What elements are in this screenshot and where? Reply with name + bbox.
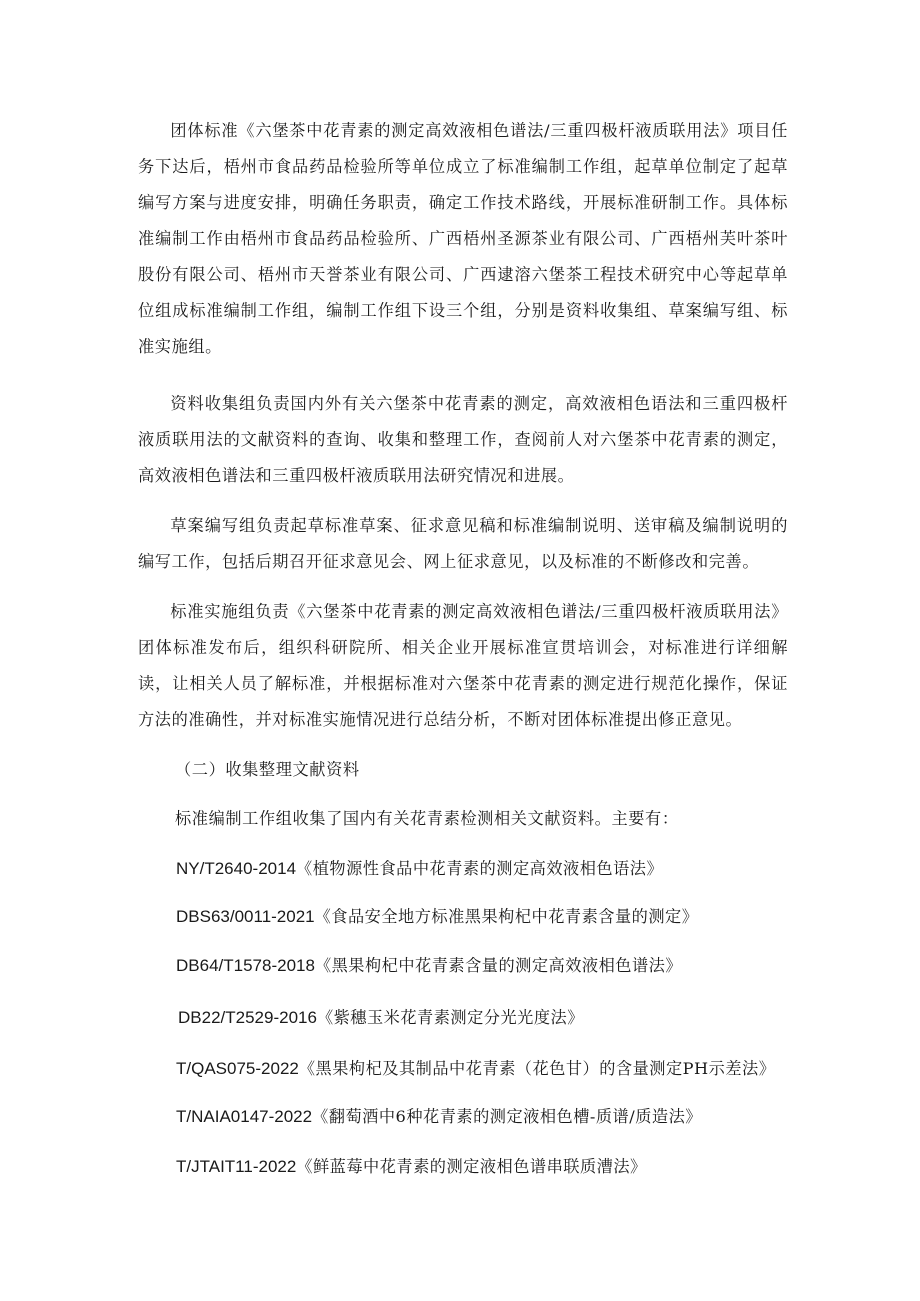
reference-title: 《紫穗玉米花青素测定分光光度法》 (316, 1008, 584, 1027)
section-intro: 标准编制工作组收集了国内有关花青素检测相关文献资料。主要有： (175, 809, 679, 828)
reference-item (176, 851, 663, 887)
reference-code: NY/T2640-2014 (176, 859, 297, 878)
reference-code: DBS63/0011-2021 (176, 907, 315, 926)
reference-code: DB64/T1578-2018 (176, 956, 315, 975)
reference-title: 《植物源性食品中花青素的测定高效液相色语法》 (296, 859, 664, 878)
reference-code: DB22/T2529-2016 (178, 1008, 317, 1027)
reference-title: 《食品安全地方标准黑果枸杞中花青素含量的测定》 (314, 907, 699, 926)
section-heading: （二）收集整理文献资料 (175, 760, 360, 779)
paragraph-draft-writing-group: 草案编写组负责起草标准草案、征求意见稿和标准编制说明、送审稿及编制说明的编写工作，包括后期召开征求意见会、网上征求意见，以及标准的不断修改和完善。 (138, 516, 788, 571)
reference-code: T/NAIA0147-2022 (176, 1107, 313, 1126)
reference-title: 《黑果枸杞中花青素含量的测定高效液相色谱法》 (314, 956, 683, 975)
reference-item (178, 1000, 584, 1036)
reference-code: T/QAS075-2022 (176, 1059, 299, 1078)
paragraph-drafting-group: 团体标准《六堡茶中花青素的测定高效液相色谱法/三重四极杆液质联用法》项目任务下达后，梧州市食品药品检验所等单位成立了标准编制工作组，起草单位制定了起草编写方案与进度安排，明确任务职责，确定工作技术路线，开展标准研制工作。具体标准编制工作由梧州市食品药品检验所、广西梧州圣源茶业有限公司、广西梧州芙叶茶叶股份有限公司、梧州市天誉茶业有限公司、广西逮溶六堡茶工程技术研究中心等起草单位组成标准编制工作组，编制工作组下设三个组，分别是资料收集组、草案编写组、标准实施组。 (138, 121, 788, 356)
reference-item (176, 899, 698, 935)
reference-item (176, 1149, 647, 1185)
reference-item (176, 1051, 775, 1087)
reference-item (176, 1099, 702, 1135)
reference-title: 《黑果枸杞及其制品中花青素（花色甘）的含量测定PH示差法》 (298, 1059, 776, 1078)
reference-title: 《翻萄酒中6种花青素的测定液相色槽-质谱/质造法》 (312, 1107, 702, 1126)
paragraph-implementation-group: 标准实施组负责《六堡茶中花青素的测定高效液相色谱法/三重四极杆液质联用法》团体标准发布后，组织科研院所、相关企业开展标准宣贯培训会，对标准进行详细解读，让相关人员了解标准，并根据标准对六堡茶中花青素的测定进行规范化操作，保证方法的准确性，并对标准实施情况进行总结分析，不断对团体标准提出修正意见。 (138, 602, 788, 729)
paragraph-data-collection-group: 资料收集组负责国内外有关六堡茶中花青素的测定，高效液相色语法和三重四极杆液质联用法的文献资料的查询、收集和整理工作，查阅前人对六堡茶中花青素的测定，高效液相色谱法和三重四极杆液质联用法研究情况和进展。 (138, 394, 788, 485)
reference-title: 《鲜蓝莓中花青素的测定液相色谱串联质漕法》 (296, 1157, 647, 1176)
reference-code: T/JTAIT11-2022 (176, 1157, 297, 1176)
reference-item (176, 948, 682, 984)
